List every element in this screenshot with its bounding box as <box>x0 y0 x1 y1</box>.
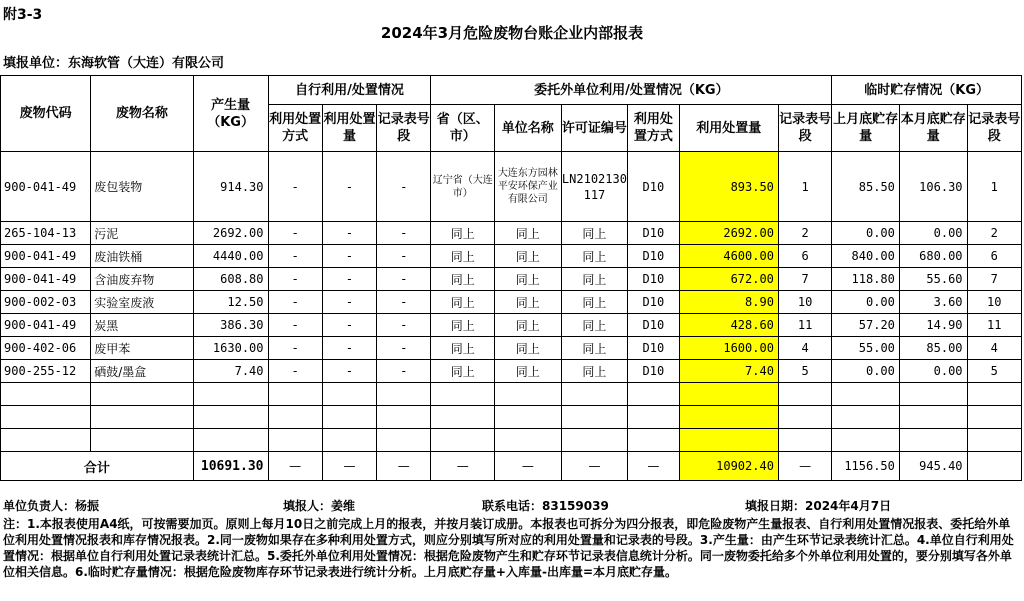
form-filler: 填报人：姜维 <box>283 499 356 513</box>
cell-self-amount: - <box>322 360 376 383</box>
cell-self-amount: - <box>322 337 376 360</box>
cell-storage-record: 7 <box>967 268 1021 291</box>
cell-storage-record: 6 <box>967 245 1021 268</box>
cell-code: 900-041-49 <box>1 152 91 222</box>
cell-output: 608.80 <box>193 268 268 291</box>
cell-self-record: - <box>377 268 431 291</box>
cell-method: D10 <box>628 360 679 383</box>
cell-license: 同上 <box>561 222 628 245</box>
cell-record: 4 <box>778 337 831 360</box>
cell-self-method: - <box>268 268 322 291</box>
group-temp-storage: 临时贮存情况（KG） <box>832 76 1022 105</box>
unit-manager: 单位负责人：杨振 <box>3 499 100 513</box>
cell-code: 900-255-12 <box>1 360 91 383</box>
cell-record: 6 <box>778 245 831 268</box>
cell-unit: 同上 <box>495 291 562 314</box>
cell-this-stock: 55.60 <box>899 268 967 291</box>
cell-storage-record: 5 <box>967 360 1021 383</box>
cell-method: D10 <box>628 291 679 314</box>
cell-this-stock: 85.00 <box>899 337 967 360</box>
cell-storage-record: 2 <box>967 222 1021 245</box>
cell-self-method: - <box>268 152 322 222</box>
cell-amount: 8.90 <box>679 291 778 314</box>
cell-self-method: - <box>268 222 322 245</box>
total-this-stock: 945.40 <box>899 452 967 481</box>
col-this-stock: 本月底贮存量 <box>899 105 967 152</box>
cell-output: 1630.00 <box>193 337 268 360</box>
cell-unit: 大连东方园林平安环保产业有限公司 <box>495 152 562 222</box>
cell-self-amount: - <box>322 268 376 291</box>
cell-self-method: - <box>268 245 322 268</box>
table-row <box>1 360 1022 383</box>
cell-self-record: - <box>377 337 431 360</box>
cell-license: 同上 <box>561 268 628 291</box>
cell-license: LN2102130117 <box>561 152 628 222</box>
cell-amount: 7.40 <box>679 360 778 383</box>
cell-record: 11 <box>778 314 831 337</box>
total-output: 10691.30 <box>193 452 268 481</box>
cell-output: 7.40 <box>193 360 268 383</box>
cell-storage-record: 10 <box>967 291 1021 314</box>
cell-last-stock: 840.00 <box>832 245 900 268</box>
cell-this-stock: 106.30 <box>899 152 967 222</box>
cell-province: 同上 <box>431 337 495 360</box>
cell-self-record: - <box>377 222 431 245</box>
cell-storage-record: 4 <box>967 337 1021 360</box>
cell-unit: 同上 <box>495 222 562 245</box>
cell-last-stock: 0.00 <box>832 360 900 383</box>
cell-self-amount: - <box>322 152 376 222</box>
col-province: 省（区、市） <box>431 105 495 152</box>
cell-self-record: - <box>377 360 431 383</box>
cell-province: 同上 <box>431 222 495 245</box>
col-self-record: 记录表号段 <box>377 105 431 152</box>
cell-code: 900-041-49 <box>1 245 91 268</box>
total-province: — <box>431 452 495 481</box>
cell-last-stock: 55.00 <box>832 337 900 360</box>
col-storage-record: 记录表号段 <box>967 105 1021 152</box>
cell-this-stock: 680.00 <box>899 245 967 268</box>
cell-last-stock: 118.80 <box>832 268 900 291</box>
cell-code: 900-002-03 <box>1 291 91 314</box>
cell-record: 5 <box>778 360 831 383</box>
cell-method: D10 <box>628 337 679 360</box>
cell-unit: 同上 <box>495 360 562 383</box>
cell-code: 900-041-49 <box>1 314 91 337</box>
cell-output: 12.50 <box>193 291 268 314</box>
cell-self-method: - <box>268 291 322 314</box>
col-waste-code: 废物代码 <box>1 76 91 152</box>
cell-license: 同上 <box>561 360 628 383</box>
total-row <box>1 452 1022 481</box>
total-label: 合计 <box>1 452 194 481</box>
total-unit: — <box>495 452 562 481</box>
table-row <box>1 245 1022 268</box>
col-entrust-amount: 利用处置量 <box>679 105 778 152</box>
fill-date: 填报日期：2024年4月7日 <box>745 499 892 513</box>
cell-storage-record: 11 <box>967 314 1021 337</box>
total-amount: 10902.40 <box>679 452 778 481</box>
cell-method: D10 <box>628 245 679 268</box>
document-label: 附3-3 <box>3 7 43 23</box>
header-row-1 <box>1 76 1022 105</box>
table-row <box>1 222 1022 245</box>
notes-paragraph: 注：1.本报表使用A4纸，可按需要加页。原则上每月10日之前完成上月的报表，并按月装订成册。本报表也可拆分为四分报表，即危险废物产生量报表、自行利用处置情况报表、委托给外单位利用处置情况报表和库存情况报表。2.同一废物如果存在多种利用处置方式，则应分别填写所对应的利用处置量和记录表的号段。3.产生量：由产生环节记录表统计汇总。4.单位自行利用处置情况：根据单位自行利用处置记录表统计汇总。5.委托外单位利用处置情况：根据危险废物产生和贮存环节记录表信息统计分析。同一废物委托给多个外单位利用处置的，要分别填写各外单位相关信息。6.临时贮存量情况：根据危险废物库存环节记录表进行统计分析。上月底贮存量+入库量-出库量=本月底贮存量。 <box>3 517 1014 579</box>
cell-name: 污泥 <box>91 222 194 245</box>
cell-self-amount: - <box>322 314 376 337</box>
cell-method: D10 <box>628 268 679 291</box>
col-entrust-record: 记录表号段 <box>778 105 831 152</box>
cell-this-stock: 0.00 <box>899 222 967 245</box>
cell-amount: 4600.00 <box>679 245 778 268</box>
col-waste-name: 废物名称 <box>91 76 194 152</box>
cell-province: 同上 <box>431 314 495 337</box>
col-entrust-method: 利用处置方式 <box>628 105 679 152</box>
col-output: 产生量 （KG） <box>193 76 268 152</box>
cell-name: 废甲苯 <box>91 337 194 360</box>
group-entrusted-disposal: 委托外单位利用/处置情况（KG） <box>431 76 832 105</box>
table-row <box>1 152 1022 222</box>
group-self-disposal: 自行利用/处置情况 <box>268 76 431 105</box>
cell-license: 同上 <box>561 337 628 360</box>
cell-license: 同上 <box>561 245 628 268</box>
total-self-method: — <box>268 452 322 481</box>
cell-province: 同上 <box>431 268 495 291</box>
total-last-stock: 1156.50 <box>832 452 900 481</box>
cell-self-record: - <box>377 314 431 337</box>
col-unit-name: 单位名称 <box>495 105 562 152</box>
cell-province: 同上 <box>431 245 495 268</box>
cell-self-amount: - <box>322 291 376 314</box>
total-self-record: — <box>377 452 431 481</box>
cell-record: 7 <box>778 268 831 291</box>
total-license: — <box>561 452 628 481</box>
cell-record: 2 <box>778 222 831 245</box>
contact-phone: 联系电话：83159039 <box>482 499 609 513</box>
cell-code: 265-104-13 <box>1 222 91 245</box>
cell-name: 实验室废液 <box>91 291 194 314</box>
cell-unit: 同上 <box>495 314 562 337</box>
cell-name: 炭黑 <box>91 314 194 337</box>
report-title: 2024年3月危险废物台账企业内部报表 <box>380 24 644 42</box>
cell-unit: 同上 <box>495 337 562 360</box>
cell-code: 900-402-06 <box>1 337 91 360</box>
cell-last-stock: 85.50 <box>832 152 900 222</box>
cell-record: 10 <box>778 291 831 314</box>
cell-method: D10 <box>628 314 679 337</box>
cell-this-stock: 14.90 <box>899 314 967 337</box>
cell-amount: 1600.00 <box>679 337 778 360</box>
cell-amount: 428.60 <box>679 314 778 337</box>
cell-name: 硒鼓/墨盒 <box>91 360 194 383</box>
cell-name: 废油铁桶 <box>91 245 194 268</box>
cell-storage-record: 1 <box>967 152 1021 222</box>
total-self-amount: — <box>322 452 376 481</box>
cell-self-method: - <box>268 314 322 337</box>
cell-code: 900-041-49 <box>1 268 91 291</box>
table-row <box>1 337 1022 360</box>
table-row <box>1 314 1022 337</box>
total-record: — <box>778 452 831 481</box>
reporting-unit: 填报单位：东海软管（大连）有限公司 <box>3 56 225 71</box>
cell-unit: 同上 <box>495 245 562 268</box>
blank-row <box>1 383 1022 406</box>
cell-this-stock: 0.00 <box>899 360 967 383</box>
cell-output: 4440.00 <box>193 245 268 268</box>
cell-amount: 672.00 <box>679 268 778 291</box>
cell-output: 386.30 <box>193 314 268 337</box>
table-row <box>1 291 1022 314</box>
col-license: 许可证编号 <box>561 105 628 152</box>
cell-last-stock: 57.20 <box>832 314 900 337</box>
total-storage-record <box>967 452 1021 481</box>
cell-output: 2692.00 <box>193 222 268 245</box>
cell-license: 同上 <box>561 314 628 337</box>
cell-name: 废包装物 <box>91 152 194 222</box>
cell-last-stock: 0.00 <box>832 222 900 245</box>
cell-province: 同上 <box>431 360 495 383</box>
total-method: — <box>628 452 679 481</box>
cell-license: 同上 <box>561 291 628 314</box>
cell-province: 辽宁省（大连市） <box>431 152 495 222</box>
cell-name: 含油废弃物 <box>91 268 194 291</box>
cell-self-method: - <box>268 337 322 360</box>
cell-amount: 893.50 <box>679 152 778 222</box>
col-self-amount: 利用处置量 <box>322 105 376 152</box>
cell-self-record: - <box>377 291 431 314</box>
cell-self-amount: - <box>322 245 376 268</box>
blank-row <box>1 429 1022 452</box>
cell-output: 914.30 <box>193 152 268 222</box>
cell-self-record: - <box>377 245 431 268</box>
cell-this-stock: 3.60 <box>899 291 967 314</box>
table-row <box>1 268 1022 291</box>
cell-amount: 2692.00 <box>679 222 778 245</box>
cell-record: 1 <box>778 152 831 222</box>
cell-province: 同上 <box>431 291 495 314</box>
waste-ledger-table <box>0 75 1022 481</box>
blank-row <box>1 406 1022 429</box>
cell-self-method: - <box>268 360 322 383</box>
cell-self-record: - <box>377 152 431 222</box>
cell-method: D10 <box>628 222 679 245</box>
cell-method: D10 <box>628 152 679 222</box>
cell-self-amount: - <box>322 222 376 245</box>
cell-last-stock: 0.00 <box>832 291 900 314</box>
cell-unit: 同上 <box>495 268 562 291</box>
col-last-stock: 上月底贮存量 <box>832 105 900 152</box>
col-self-method: 利用处置方式 <box>268 105 322 152</box>
